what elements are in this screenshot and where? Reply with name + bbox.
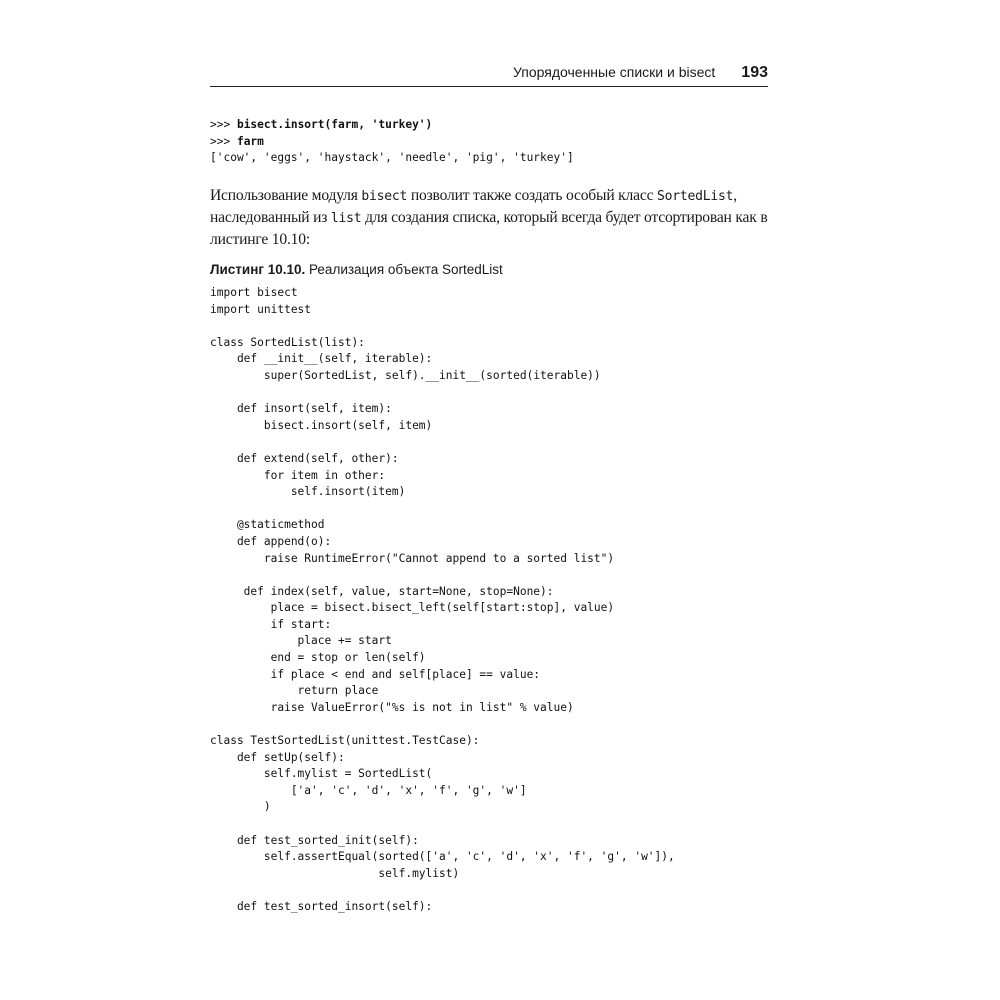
inline-code: SortedList [657,189,734,204]
listing-title-text: Реализация объекта SortedList [305,262,503,277]
listing-code-block: import bisect import unittest class SortedList(list): def __init__(self, iterable): super(SortedList, self).__init__(sorted(iterable)) def insort(self, item): bisect.insort(self, item) def extend(self, other): for item in other: self.insort(item) @staticmethod def append(o): raise RuntimeError("Cannot append to a sorted list") def index(self, value, start=None, stop=None): place = bisect.bisect_left(self[start:stop], value) if start: place += start end = stop or len(self) if place < end and self[place] == value: return place raise ValueError("%s is not in list" % value) class TestSortedList(unittest.TestCase): def setUp(self): self.mylist = SortedList( ['a', 'c', 'd', 'x', 'f', 'g', 'w'] ) def test_sorted_init(self): self.assertEqual(sorted(['a', 'c', 'd', 'x', 'f', 'g', 'w']), self.mylist) def test_sorted_insort(self): [210,286,675,913]
prompt-marker: >>> [210,134,237,148]
listing-number: Листинг 10.10. [210,262,306,277]
interactive-session-code [210,117,574,167]
prompt-marker: >>> [210,118,237,131]
running-header [210,64,768,87]
prompt-command: bisect.insort(farm, 'turkey') [236,118,433,131]
paragraph-text: для создания списка, который всегда будет отсортирован как в листинге 10.10: [210,209,768,248]
page-number: 193 [741,64,768,81]
prompt-command: farm [236,134,264,148]
listing-caption [210,262,503,277]
inline-code: bisect [361,189,408,204]
inline-code: list [330,211,362,226]
prompt-output: ['cow', 'eggs', 'haystack', 'needle', 'pig', 'turkey'] [210,151,574,165]
body-paragraph [210,185,770,250]
prompt-line-2 [210,135,264,148]
prompt-line-1 [210,118,432,131]
paragraph-text: позволит также создать особый класс [407,187,657,204]
paragraph-text: Использование модуля [210,187,362,204]
book-page [210,0,768,1000]
chapter-title: Упорядоченные списки и bisect [513,64,716,80]
paragraph-text: , наследованный из [210,187,737,226]
